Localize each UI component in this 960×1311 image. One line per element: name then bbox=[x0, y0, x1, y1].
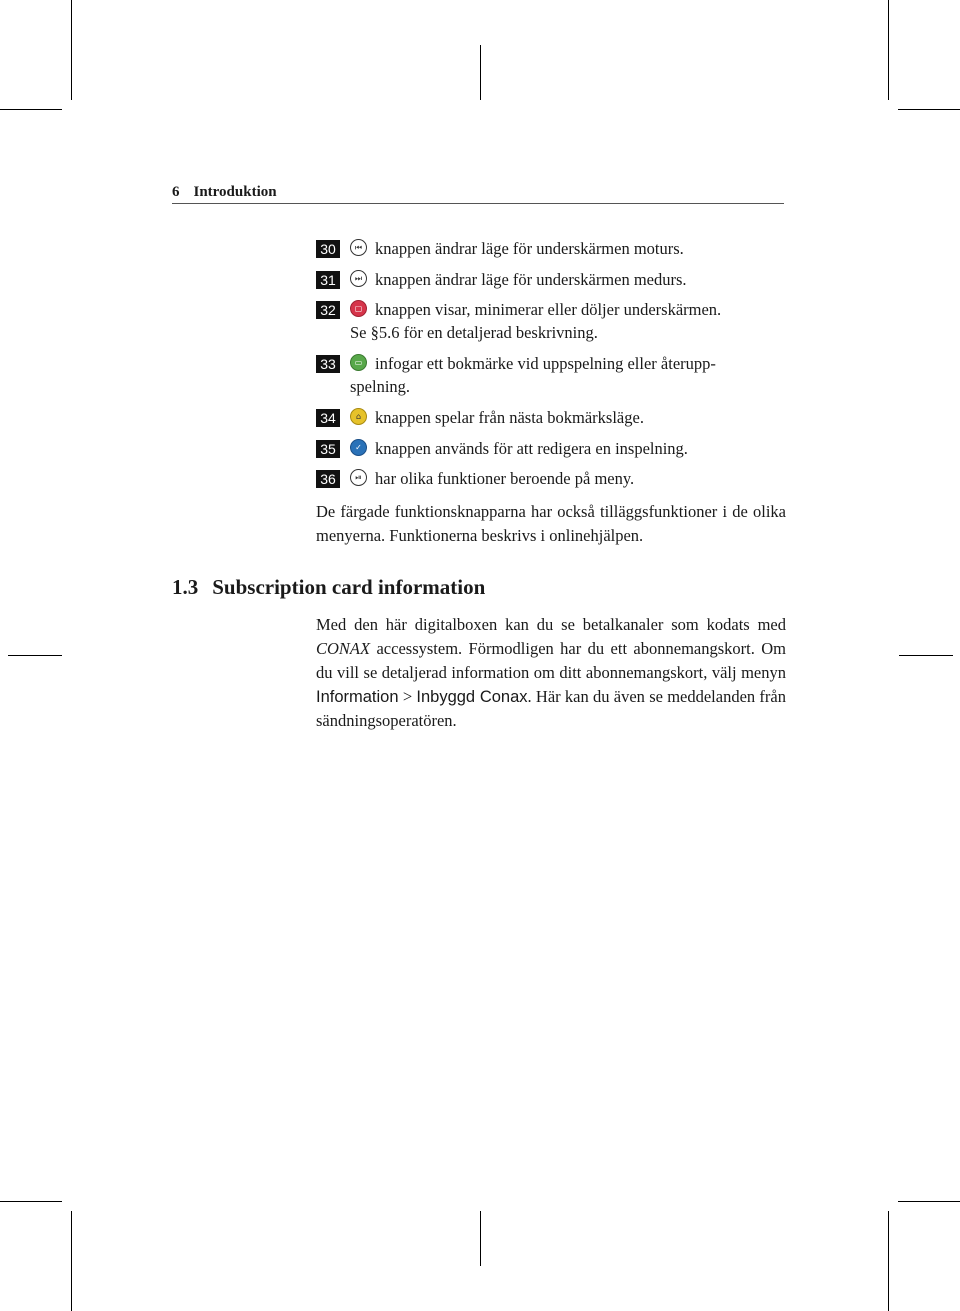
list-item bbox=[316, 352, 786, 398]
crop-mark bbox=[898, 1201, 960, 1202]
skip-icon: ⏯ bbox=[350, 469, 367, 486]
item-text-continued: spelning. bbox=[350, 377, 411, 396]
item-text: knappen används för att redigera en inspelning. bbox=[375, 439, 688, 458]
crop-mark bbox=[898, 109, 960, 110]
list-item bbox=[316, 298, 786, 344]
crop-mark bbox=[888, 1211, 889, 1311]
item-text: knappen visar, minimerar eller döljer underskärmen. bbox=[375, 300, 722, 319]
item-number: 33 bbox=[316, 355, 340, 373]
menu-name: Information bbox=[316, 688, 399, 706]
item-number: 34 bbox=[316, 409, 340, 427]
running-head bbox=[172, 184, 784, 204]
section-title: Subscription card information bbox=[212, 575, 486, 599]
body-paragraph bbox=[316, 613, 786, 733]
crop-mark bbox=[0, 109, 62, 110]
item-text: knappen ändrar läge för underskärmen moturs. bbox=[375, 239, 684, 258]
prev-icon: ⏮ bbox=[350, 239, 367, 256]
conax-name: CONAX bbox=[316, 639, 371, 658]
item-text: knappen ändrar läge för underskärmen medurs. bbox=[375, 270, 687, 289]
item-text: infogar ett bokmärke vid uppspelning eller återupp- bbox=[375, 354, 716, 373]
section-heading bbox=[172, 575, 485, 600]
crop-mark bbox=[899, 655, 953, 656]
item-number: 32 bbox=[316, 301, 340, 319]
para-text: Med den här digitalboxen kan du se betalkanaler som kodats med bbox=[316, 615, 786, 634]
para-text: accessystem. Förmodligen har du ett abonnemangskort. Om du vill se detaljerad information om ditt abonnemangskort, välj menyn bbox=[316, 639, 786, 682]
crop-mark bbox=[71, 0, 72, 100]
item-text: knappen spelar från nästa bokmärksläge. bbox=[375, 408, 644, 427]
yellow-button-icon: ⌂ bbox=[350, 408, 367, 425]
section-number: 1.3 bbox=[172, 575, 199, 599]
item-number: 31 bbox=[316, 271, 340, 289]
crop-mark bbox=[0, 1201, 62, 1202]
body-paragraph: De färgade funktionsknapparna har också tilläggsfunktioner i de olika menyerna. Funktionerna beskrivs i onlinehjälpen. bbox=[316, 502, 786, 545]
chapter-title: Introduktion bbox=[193, 184, 277, 200]
item-text: har olika funktioner beroende på meny. bbox=[375, 469, 635, 488]
item-number: 30 bbox=[316, 240, 340, 258]
crop-mark bbox=[480, 45, 481, 100]
item-number: 35 bbox=[316, 440, 340, 458]
crop-mark bbox=[71, 1211, 72, 1311]
para-text: . Här kan du även se meddelanden från sändningsoperatören. bbox=[316, 687, 786, 730]
item-text-continued: Se §5.6 för en detaljerad beskrivning. bbox=[350, 323, 598, 342]
item-number: 36 bbox=[316, 470, 340, 488]
menu-name: Inbyggd Conax bbox=[416, 688, 528, 706]
crop-mark bbox=[8, 655, 62, 656]
next-icon: ⏭ bbox=[350, 270, 367, 287]
crop-mark bbox=[480, 1211, 481, 1266]
crop-mark bbox=[888, 0, 889, 100]
blue-button-icon: ✓ bbox=[350, 439, 367, 456]
page-number: 6 bbox=[172, 184, 180, 200]
green-button-icon: ▭ bbox=[350, 354, 367, 371]
red-button-icon: ▢ bbox=[350, 300, 367, 317]
menu-separator: > bbox=[398, 687, 417, 706]
